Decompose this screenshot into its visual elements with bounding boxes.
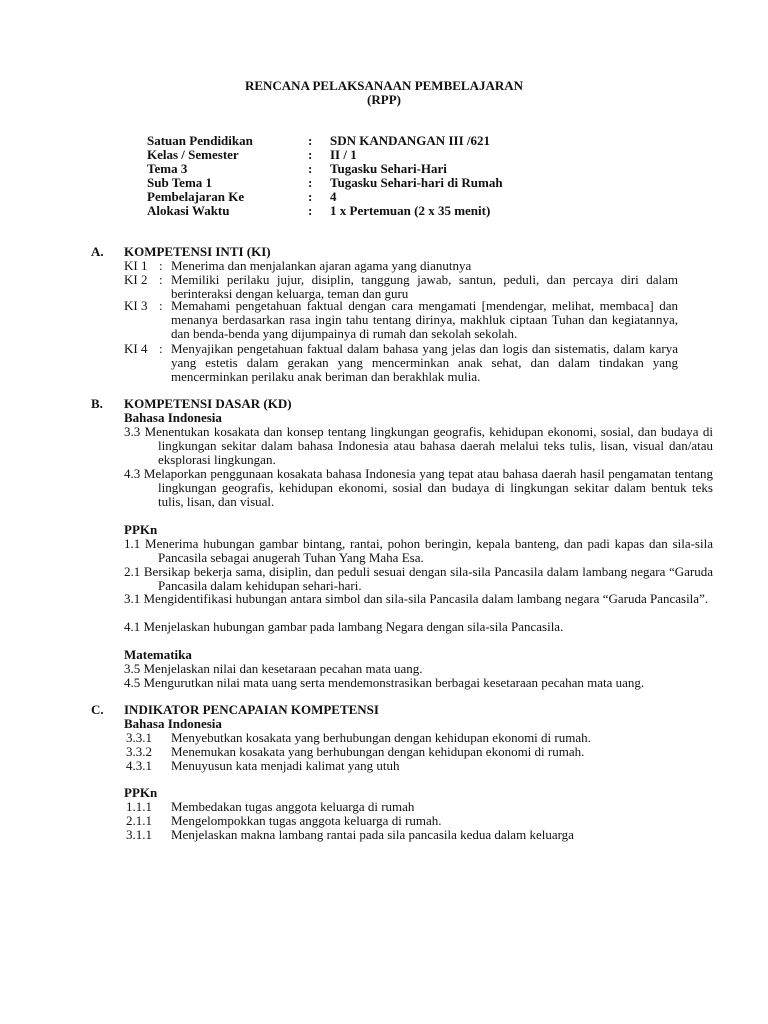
indicator-number: 4.3.1: [126, 758, 152, 773]
document-title: RENCANA PELAKSANAAN PEMBELAJARAN: [244, 78, 524, 93]
ki-code: KI 3: [124, 298, 148, 313]
section-c-title: INDIKATOR PENCAPAIAN KOMPETENSI: [124, 702, 379, 717]
identity-value: Tugasku Sehari-Hari: [330, 161, 447, 176]
indicator-text: Mengelompokkan tugas anggota keluarga di rumah.: [171, 813, 442, 828]
kd-item: 1.1 Menerima hubungan gambar bintang, rantai, pohon beringin, kepala banteng, dan padi kapas dan sila-sila Pancasila sebagai anugerah Tuhan Yang Maha Esa.: [124, 536, 713, 565]
indicator-text: Menemukan kosakata yang berhubungan dengan kehidupan ekonomi di rumah.: [171, 744, 585, 759]
indicator-number: 3.1.1: [126, 827, 152, 842]
identity-colon: :: [308, 175, 313, 190]
kd-item: 3.3 Menentukan kosakata dan konsep tentang lingkungan geografis, kehidupan ekonomi, sosial, dan budaya di lingkungan sekitar dalam bahasa Indonesia atau bahasa daerah melalui teks tulis, lisan, visual dan/atau eksplorasi lingkungan.: [124, 424, 713, 467]
indicator-number: 1.1.1: [126, 799, 152, 814]
section-a-letter: A.: [91, 244, 104, 259]
ki-text: Memiliki perilaku jujur, disiplin, tanggung jawab, santun, peduli, dan percaya diri dalam berinteraksi dengan keluarga, teman dan guru: [171, 272, 678, 301]
kd-item: 4.5 Mengurutkan nilai mata uang serta mendemonstrasikan berbagai kesetaraan pecahan mata uang.: [124, 675, 645, 690]
kd-item: 3.1 Mengidentifikasi hubungan antara simbol dan sila-sila Pancasila dalam lambang negara “Garuda Pancasila”.: [124, 591, 709, 606]
subject-heading: Matematika: [124, 647, 192, 662]
indicator-number: 3.3.2: [126, 744, 152, 759]
indicator-text: Menjelaskan makna lambang rantai pada sila pancasila kedua dalam keluarga: [171, 827, 574, 842]
section-c-letter: C.: [91, 702, 104, 717]
indicator-number: 2.1.1: [126, 813, 152, 828]
identity-value: 4: [330, 189, 337, 204]
identity-key: Tema 3: [147, 161, 188, 176]
ki-code: KI 1: [124, 258, 148, 273]
identity-colon: :: [308, 133, 313, 148]
identity-value: 1 x Pertemuan (2 x 35 menit): [330, 203, 491, 218]
ki-code: KI 2: [124, 272, 148, 287]
indicator-text: Membedakan tugas anggota keluarga di rumah: [171, 799, 415, 814]
identity-key: Satuan Pendidikan: [147, 133, 253, 148]
identity-colon: :: [308, 147, 313, 162]
kd-item: 3.5 Menjelaskan nilai dan kesetaraan pecahan mata uang.: [124, 661, 423, 676]
section-b-letter: B.: [91, 396, 103, 411]
ki-text: Menyajikan pengetahuan faktual dalam bahasa yang jelas dan logis dan sistematis, dalam karya yang estetis dalam gerakan yang mencerminkan anak sehat, dan dalam tindakan yang mencerminkan perilaku anak beriman dan berakhlak mulia.: [171, 341, 678, 384]
identity-value: Tugasku Sehari-hari di Rumah: [330, 175, 503, 190]
ki-text: Memahami pengetahuan faktual dengan cara mengamati [mendengar, melihat, membaca] dan menanya berdasarkan rasa ingin tahu tentang dirinya, makhluk ciptaan Tuhan dan kegiatannya, dan benda-benda yang dijumpainya di rumah dan sekolah sekolah.: [171, 298, 678, 341]
identity-colon: :: [308, 189, 313, 204]
indicator-number: 3.3.1: [126, 730, 152, 745]
indicator-text: Menyebutkan kosakata yang berhubungan dengan kehidupan ekonomi di rumah.: [171, 730, 591, 745]
ki-colon: :: [159, 298, 163, 313]
ki-code: KI 4: [124, 341, 148, 356]
identity-key: Kelas / Semester: [147, 147, 239, 162]
identity-value: II / 1: [330, 147, 357, 162]
indicator-text: Menuyusun kata menjadi kalimat yang utuh: [171, 758, 400, 773]
subject-heading: Bahasa Indonesia: [124, 410, 222, 425]
ki-colon: :: [159, 341, 163, 356]
identity-key: Sub Tema 1: [147, 175, 213, 190]
identity-key: Alokasi Waktu: [147, 203, 230, 218]
identity-colon: :: [308, 203, 313, 218]
document-subtitle: (RPP): [367, 92, 401, 107]
kd-item: 4.3 Melaporkan penggunaan kosakata bahasa Indonesia yang tepat atau bahasa daerah hasil pengamatan tentang lingkungan geografis, kehidupan ekonomi, sosial dan budaya di lingkungan sekitar dalam bentuk teks tulis, lisan, dan visual.: [124, 466, 713, 509]
kd-item: 2.1 Bersikap bekerja sama, disiplin, dan peduli sesuai dengan sila-sila Pancasila dalam lambang negara “Garuda Pancasila dalam kehidupan sehari-hari.: [124, 564, 713, 593]
identity-colon: :: [308, 161, 313, 176]
identity-value: SDN KANDANGAN III /621: [330, 133, 490, 148]
section-a-title: KOMPETENSI INTI (KI): [124, 244, 271, 259]
kd-item: 4.1 Menjelaskan hubungan gambar pada lambang Negara dengan sila-sila Pancasila.: [124, 619, 564, 634]
subject-heading: PPKn: [124, 522, 158, 537]
subject-heading: PPKn: [124, 785, 158, 800]
subject-heading: Bahasa Indonesia: [124, 716, 222, 731]
ki-colon: :: [159, 272, 163, 287]
identity-key: Pembelajaran Ke: [147, 189, 245, 204]
section-b-title: KOMPETENSI DASAR (KD): [124, 396, 292, 411]
ki-text: Menerima dan menjalankan ajaran agama yang dianutnya: [171, 258, 472, 273]
ki-colon: :: [159, 258, 163, 273]
